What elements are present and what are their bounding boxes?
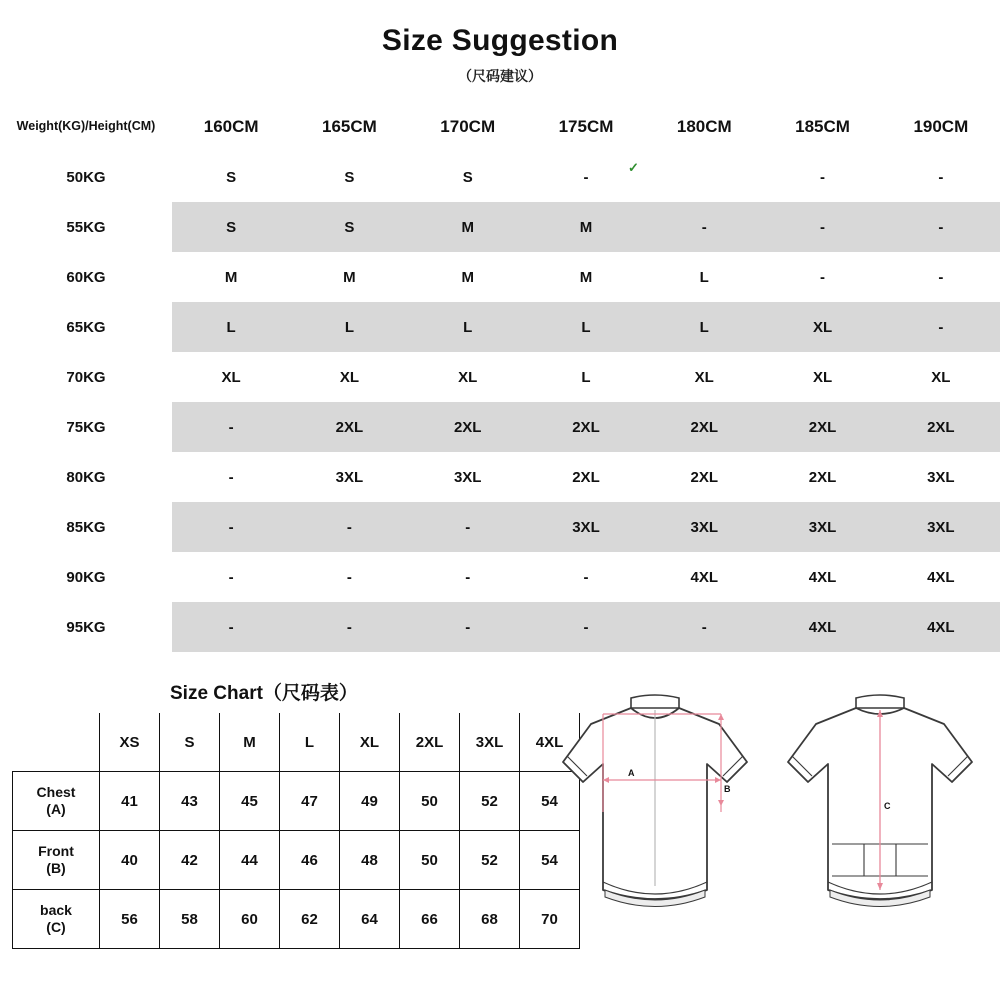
suggestion-cell-6-5: 2XL [763,452,881,502]
table-row [0,402,1000,452]
suggestion-cell-2-2: M [409,252,527,302]
suggestion-cell-8-6: 4XL [882,552,1000,602]
suggestion-cell-9-2: - [409,602,527,652]
size-chart-col-header-5: 2XL [400,713,460,772]
suggestion-row-label-5: 75KG [0,402,172,452]
size-chart-col-header-3: L [280,713,340,772]
suggestion-cell-0-4 [645,152,763,202]
suggestion-col-header-2: 170CM [440,117,496,136]
suggestion-cell-8-2: - [409,552,527,602]
suggestion-cell-0-2: S [409,152,527,202]
size-chart-cell-2-1: 58 [160,890,220,949]
measure-label-b: B [724,784,731,794]
suggestion-cell-6-0: - [172,452,290,502]
suggestion-row-label-7: 85KG [0,502,172,552]
suggestion-row-label-9: 95KG [0,602,172,652]
suggestion-cell-6-3: 2XL [527,452,645,502]
measure-label-c: C [884,801,891,811]
suggestion-col-header-1: 165CM [322,117,377,136]
size-chart-corner [13,713,100,772]
table-row [0,202,1000,252]
suggestion-cell-5-6: 2XL [882,402,1000,452]
suggestion-row-label-0: 50KG [0,152,172,202]
suggestion-cell-0-5: - [763,152,881,202]
check-icon: ✓ [628,160,639,175]
size-chart-cell-0-2: 45 [220,772,280,831]
suggestion-row-label-8: 90KG [0,552,172,602]
suggestion-cell-1-4: - [645,202,763,252]
suggestion-cell-9-0: - [172,602,290,652]
suggestion-cell-7-2: - [409,502,527,552]
table-row [0,602,1000,652]
size-chart-cell-2-2: 60 [220,890,280,949]
suggestion-cell-5-1: 2XL [290,402,408,452]
table-row [0,152,1000,202]
page-subtitle: （尺码建议） [458,68,542,84]
suggestion-cell-2-1: M [290,252,408,302]
suggestion-col-header-6: 190CM [913,117,969,136]
size-chart-row-label-2 [13,890,100,949]
size-chart-col-header-4: XL [340,713,400,772]
suggestion-cell-0-6: - [882,152,1000,202]
size-chart-col-header-1: S [160,713,220,772]
size-chart-cell-2-3: 62 [280,890,340,949]
table-row [0,352,1000,402]
size-chart-cell-2-5: 66 [400,890,460,949]
size-chart-row-label-1-line2: (B) [46,860,66,876]
size-chart-cell-1-7: 54 [520,831,580,890]
suggestion-cell-5-2: 2XL [409,402,527,452]
suggestion-cell-4-5: XL [763,352,881,402]
size-chart-cell-0-0: 41 [100,772,160,831]
suggestion-cell-8-4: 4XL [645,552,763,602]
jersey-diagrams [545,694,995,954]
size-chart-cell-0-5: 50 [400,772,460,831]
size-chart-row-label-1-line1: Front [38,843,74,860]
suggestion-cell-8-1: - [290,552,408,602]
suggestion-cell-2-5: - [763,252,881,302]
size-chart-table [12,713,580,949]
suggestion-cell-8-5: 4XL [763,552,881,602]
suggestion-cell-3-0: L [172,302,290,352]
table-row [0,452,1000,502]
table-row [13,772,580,831]
suggestion-cell-9-6: 4XL [882,602,1000,652]
table-row [13,831,580,890]
size-chart-col-header-6: 3XL [460,713,520,772]
size-chart-body [13,772,580,949]
suggestion-cell-1-3: M [527,202,645,252]
suggestion-row-label-1: 55KG [0,202,172,252]
suggestion-cell-9-1: - [290,602,408,652]
suggestion-cell-3-4: L [645,302,763,352]
size-chart-cell-2-0: 56 [100,890,160,949]
suggestion-cell-9-4: - [645,602,763,652]
suggestion-cell-4-4: XL [645,352,763,402]
measure-label-a: A [628,768,635,778]
suggestion-cell-4-3: L [527,352,645,402]
table-row [13,890,580,949]
suggestion-cell-8-3: - [527,552,645,602]
suggestion-row-label-6: 80KG [0,452,172,502]
size-chart-cell-1-6: 52 [460,831,520,890]
suggestion-cell-2-3: M [527,252,645,302]
suggestion-col-header-0: 160CM [203,117,259,136]
size-chart-row-label-2-line2: (C) [46,919,66,935]
suggestion-table-body [0,152,1000,652]
page-title-block [0,0,1000,86]
size-chart-cell-2-7: 70 [520,890,580,949]
suggestion-cell-2-6: - [882,252,1000,302]
suggestion-cell-6-6: 3XL [882,452,1000,502]
table-row [0,252,1000,302]
suggestion-cell-6-2: 3XL [409,452,527,502]
suggestion-cell-3-2: L [409,302,527,352]
size-chart-cell-1-1: 42 [160,831,220,890]
suggestion-cell-1-2: M [409,202,527,252]
size-chart-row-label-1 [13,831,100,890]
size-chart-cell-0-3: 47 [280,772,340,831]
suggestion-cell-7-0: - [172,502,290,552]
size-chart-heading: Size Chart（尺码表） [170,683,358,704]
jersey-back-diagram [770,694,990,939]
suggestion-cell-3-5: XL [763,302,881,352]
size-chart-row-label-0-line2: (A) [46,801,66,817]
size-chart-cell-1-5: 50 [400,831,460,890]
suggestion-cell-7-4: 3XL [645,502,763,552]
suggestion-corner-header: Weight(KG)/Height(CM) [16,119,156,134]
suggestion-row-label-4: 70KG [0,352,172,402]
suggestion-cell-2-4: L [645,252,763,302]
suggestion-cell-0-0: S [172,152,290,202]
suggestion-cell-2-0: M [172,252,290,302]
suggestion-row-label-2: 60KG [0,252,172,302]
suggestion-cell-1-5: - [763,202,881,252]
size-chart-cell-0-1: 43 [160,772,220,831]
size-chart-row-label-0-line1: Chest [36,784,76,801]
suggestion-cell-5-3: 2XL [527,402,645,452]
suggestion-cell-7-6: 3XL [882,502,1000,552]
suggestion-cell-5-4: 2XL [645,402,763,452]
suggestion-table-head [0,102,1000,152]
suggestion-cell-8-0: - [172,552,290,602]
suggestion-col-header-5: 185CM [795,117,850,136]
suggestion-cell-7-3: 3XL [527,502,645,552]
size-chart-cell-1-0: 40 [100,831,160,890]
suggestion-cell-4-0: XL [172,352,290,402]
size-chart-cell-2-6: 68 [460,890,520,949]
table-row [0,302,1000,352]
suggestion-cell-1-6: - [882,202,1000,252]
suggestion-cell-1-0: S [172,202,290,252]
size-chart-cell-2-4: 64 [340,890,400,949]
size-chart-cell-1-2: 44 [220,831,280,890]
suggestion-col-header-3: 175CM [558,117,614,136]
jersey-back-icon [770,694,990,934]
page-title: Size Suggestion [381,24,619,57]
suggestion-cell-3-6: - [882,302,1000,352]
suggestion-cell-4-6: XL [882,352,1000,402]
suggestion-cell-4-2: XL [409,352,527,402]
size-chart-col-header-0: XS [100,713,160,772]
jersey-front-diagram [545,694,765,939]
suggestion-cell-4-1: XL [290,352,408,402]
size-chart-row-label-2-line1: back [40,902,72,919]
size-chart-cell-1-3: 46 [280,831,340,890]
suggestion-cell-7-1: - [290,502,408,552]
suggestion-cell-3-1: L [290,302,408,352]
size-suggestion-table [0,102,1000,652]
table-row [0,502,1000,552]
suggestion-cell-6-1: 3XL [290,452,408,502]
suggestion-cell-7-5: 3XL [763,502,881,552]
suggestion-header-row [0,102,1000,152]
suggestion-cell-6-4: 2XL [645,452,763,502]
suggestion-cell-3-3: L [527,302,645,352]
table-row [0,552,1000,602]
size-chart-col-header-2: M [220,713,280,772]
suggestion-cell-0-1: S [290,152,408,202]
size-chart-header-row [13,713,580,772]
suggestion-cell-5-0: - [172,402,290,452]
suggestion-cell-9-5: 4XL [763,602,881,652]
size-chart-head [13,713,580,772]
size-chart-cell-0-6: 52 [460,772,520,831]
size-chart-cell-0-7: 54 [520,772,580,831]
jersey-front-icon [545,694,765,934]
size-chart-row-label-0 [13,772,100,831]
suggestion-cell-9-3: - [527,602,645,652]
suggestion-cell-1-1: S [290,202,408,252]
suggestion-row-label-3: 65KG [0,302,172,352]
suggestion-cell-5-5: 2XL [763,402,881,452]
size-chart-cell-0-4: 49 [340,772,400,831]
size-chart-cell-1-4: 48 [340,831,400,890]
suggestion-cell-0-3: - [527,152,645,202]
suggestion-col-header-4: 180CM [676,117,732,136]
size-chart-col-header-7: 4XL [520,713,580,772]
